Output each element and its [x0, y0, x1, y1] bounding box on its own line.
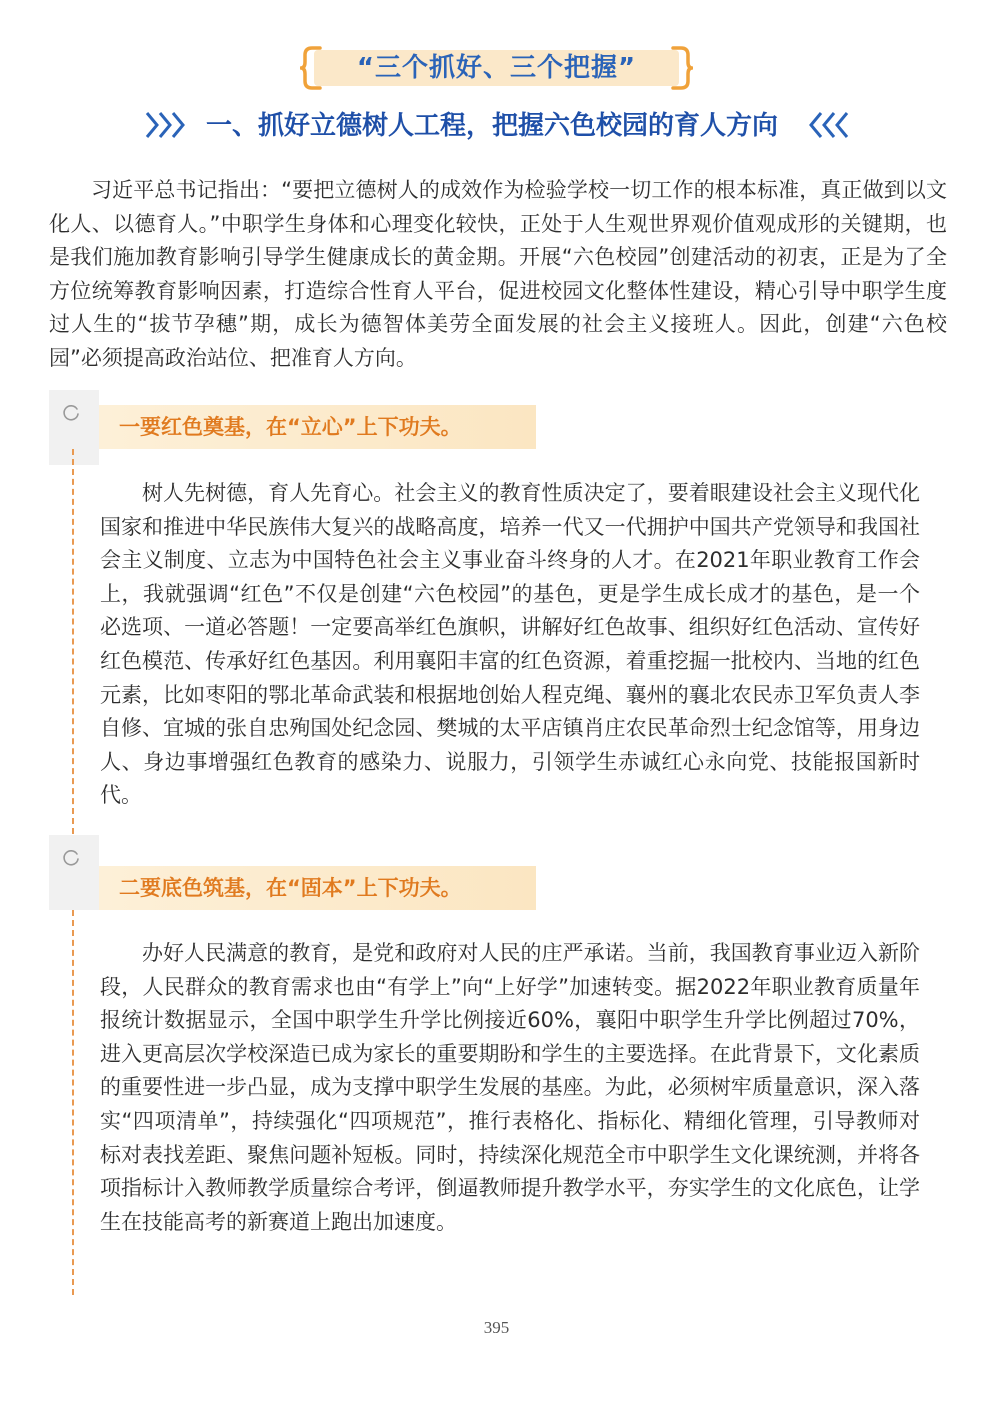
- subsection-marker: [49, 390, 99, 465]
- chevron-left-icon: [806, 110, 850, 140]
- dashed-divider: [72, 910, 74, 1295]
- subsection-paragraph: 办好人民满意的教育，是党和政府对人民的庄严承诺。当前，我国教育事业迈入新阶段，人民群众的教育需求也由“有学上”向“上好学”加速转变。据2022年职业教育质量年报统计数据显示，全国中职学生升学比例接近60%，襄阳中职学生升学比例超过70%，进入更高层次学校深造已成为家长的重要期盼和学生的主要选择。在此背景下，文化素质的重要性进一步凸显，成为支撑中职学生发展的基座。为此，必须树牢质量意识，深入落实“四项清单”，持续强化“四项规范”，推行表格化、指标化、精细化管理，引导教师对标对表找差距、聚焦问题补短板。同时，持续深化规范全市中职学生文化课统测，并将各项指标计入教师教学质量综合考评，倒逼教师提升教学水平，夯实学生的文化底色，让学生在技能高考的新赛道上跑出加速度。: [100, 941, 920, 1234]
- intro-paragraph: 习近平总书记指出：“要把立德树人的成效作为检验学校一切工作的根本标准，真正做到以文化人、以德育人。”中职学生身体和心理变化较快，正处于人生观世界观价值观成形的关键期，也是我们施加教育影响引导学生健康成长的黄金期。开展“六色校园”创建活动的初衷，正是为了全方位统筹教育影响因素，打造综合性育人平台，促进校园文化整体性建设，精心引导中职学生度过人生的“拔节孕穗”期，成长为德智体美劳全面发展的社会主义接班人。因此，创建“六色校园”必须提高政治站位、把准育人方向。: [49, 178, 947, 370]
- subsection-marker: [49, 835, 99, 910]
- header-banner: [300, 46, 693, 90]
- page-number: 395: [483, 1318, 510, 1337]
- ring-icon: [62, 849, 80, 867]
- subsection-heading: [99, 866, 536, 910]
- section-title: 一、抓好立德树人工程，把握六色校园的育人方向: [206, 111, 779, 141]
- subsection-heading: [99, 405, 536, 449]
- section-heading: [140, 104, 860, 148]
- dashed-divider: [72, 449, 74, 834]
- subsection-heading-text: 一要红色奠基，在“立心”上下功夫。: [119, 415, 462, 439]
- ring-icon: [62, 404, 80, 422]
- subsection-heading-text: 二要底色筑基，在“固本”上下功夫。: [119, 876, 462, 900]
- chevron-right-icon: [144, 110, 188, 140]
- banner-title: “三个抓好、三个把握”: [356, 53, 637, 83]
- subsection-paragraph: 树人先树德，育人先育心。社会主义的教育性质决定了，要着眼建设社会主义现代化国家和推进中华民族伟大复兴的战略高度，培养一代又一代拥护中国共产党领导和我国社会主义制度、立志为中国特色社会主义事业奋斗终身的人才。在2021年职业教育工作会上，我就强调“红色”不仅是创建“六色校园”的基色，更是学生成长成才的基色，是一个必选项、一道必答题！一定要高举红色旗帜，讲解好红色故事、组织好红色活动、宣传好红色模范、传承好红色基因。利用襄阳丰富的红色资源，着重挖掘一批校内、当地的红色元素，比如枣阳的鄂北革命武装和根据地创始人程克绳、襄州的襄北农民赤卫军负责人李自修、宜城的张自忠殉国处纪念园、樊城的太平店镇肖庄农民革命烈士纪念馆等，用身边人、身边事增强红色教育的感染力、说服力，引领学生赤诚红心永向党、技能报国新时代。: [100, 481, 920, 808]
